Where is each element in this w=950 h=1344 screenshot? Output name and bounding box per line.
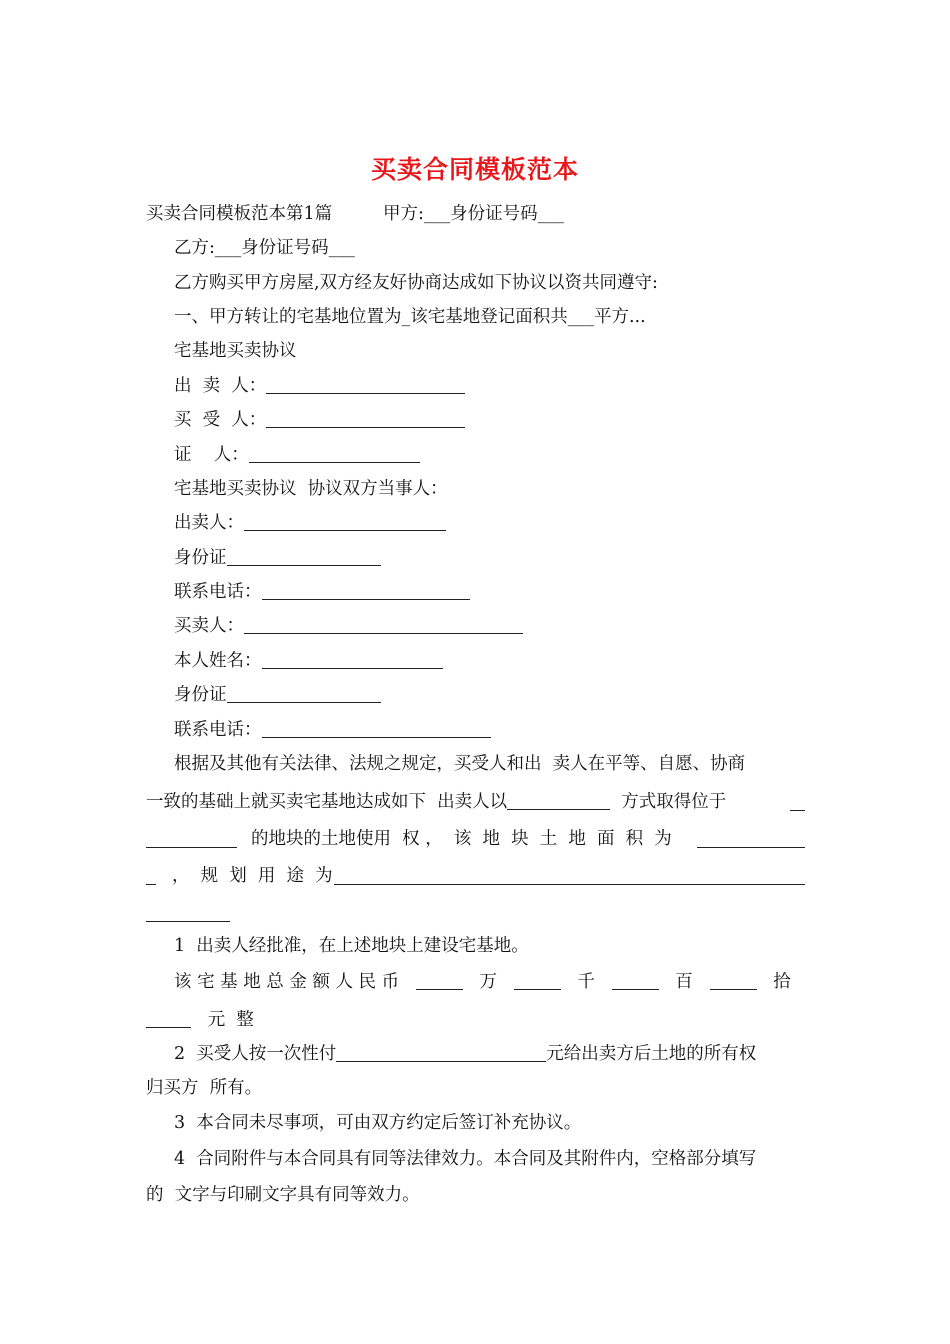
field-line (174, 546, 381, 570)
clause-2-cont: 归买方 所有。 (146, 1078, 263, 1098)
field-line (174, 614, 523, 638)
field-line (174, 683, 381, 707)
blank-field[interactable] (146, 1009, 191, 1028)
paragraph-line: 一致的基础上就买卖宅基地达成如下 出卖人以 方式取得位于 (146, 792, 727, 812)
blank-field[interactable] (244, 615, 523, 634)
buyer-line (174, 408, 465, 432)
blank-field[interactable] (710, 971, 757, 990)
blank-field[interactable] (790, 792, 805, 811)
blank-field[interactable] (336, 1043, 546, 1062)
witness-line (174, 443, 420, 467)
field-label: 买卖人： (174, 616, 244, 636)
blank-field[interactable] (514, 971, 561, 990)
blank-field[interactable] (416, 971, 463, 990)
blank-field[interactable] (612, 971, 659, 990)
blank-field[interactable] (262, 650, 443, 669)
paragraph-line: ， 规 划 用 途 为 (172, 866, 333, 886)
field-label: 身份证 (174, 548, 227, 568)
blank-field[interactable] (244, 512, 446, 531)
field-label: 证 人： (174, 445, 249, 465)
blank-field[interactable] (507, 791, 610, 810)
blank-field[interactable] (697, 829, 805, 848)
field-label: 身份证 (174, 685, 227, 705)
text-line: 宅基地买卖协议 协议双方当事人： (174, 479, 448, 499)
clause-amount-line: 该 宅 基 地 总 金 额 人 民 币 万 千 百 拾 (174, 972, 791, 992)
field-line (174, 580, 470, 604)
blank-field[interactable] (146, 866, 156, 885)
field-line (174, 511, 446, 535)
blank-field[interactable] (262, 581, 470, 600)
clause-1: 1 出卖人经批准，在上述地块上建设宅基地。 (174, 936, 529, 956)
text-line: 一、甲方转让的宅基地位置为_该宅基地登记面积共___平方... (174, 307, 646, 327)
clause-amount-line-2: 元 整 (146, 1008, 254, 1032)
text-line: 乙方购买甲方房屋,双方经友好协商达成如下协议以资共同遵守: (174, 273, 658, 293)
text-line: 买卖合同模板范本第1篇 (146, 204, 333, 224)
text-line: 宅基地买卖协议 (174, 341, 297, 361)
clause-2: 2 买受人按一次性付 元给出卖方后土地的所有权 (174, 1044, 757, 1064)
seller-line (174, 374, 465, 398)
field-label: 联系电话： (174, 720, 262, 740)
blank-field[interactable] (262, 719, 491, 738)
paragraph-line: 根据及其他有关法律、法规之规定，买受人和出 卖人在平等、自愿、协商 (174, 754, 746, 774)
text-line: 甲方:___身份证号码___ (383, 204, 564, 224)
blank-field[interactable] (227, 547, 381, 566)
blank-field[interactable] (334, 866, 805, 885)
blank-field[interactable] (249, 444, 420, 463)
clause-3: 3 本合同未尽事项，可由双方约定后签订补充协议。 (174, 1113, 582, 1133)
blank-field[interactable] (146, 829, 237, 848)
field-label: 出卖人： (174, 513, 244, 533)
blank-field[interactable] (266, 409, 465, 428)
field-label: 出 卖 人： (174, 376, 267, 396)
paragraph-line: 的地块的土地使用 权 ， 该 地 块 土 地 面 积 为 (251, 829, 672, 849)
blank-field[interactable] (146, 903, 230, 922)
field-label: 买 受 人： (174, 410, 267, 430)
field-line (174, 649, 443, 673)
clause-4: 4 合同附件与本合同具有同等法律效力。本合同及其附件内，空格部分填写 (174, 1149, 757, 1169)
blank-field[interactable] (227, 684, 381, 703)
text-line: 乙方:___身份证号码___ (174, 238, 355, 258)
document-title: 买卖合同模板范本 (370, 155, 579, 184)
clause-4-cont: 的 文字与印刷文字具有同等效力。 (146, 1185, 420, 1205)
field-line (174, 718, 491, 742)
blank-field[interactable] (266, 375, 465, 394)
field-label: 联系电话： (174, 582, 262, 602)
field-label: 本人姓名： (174, 651, 262, 671)
